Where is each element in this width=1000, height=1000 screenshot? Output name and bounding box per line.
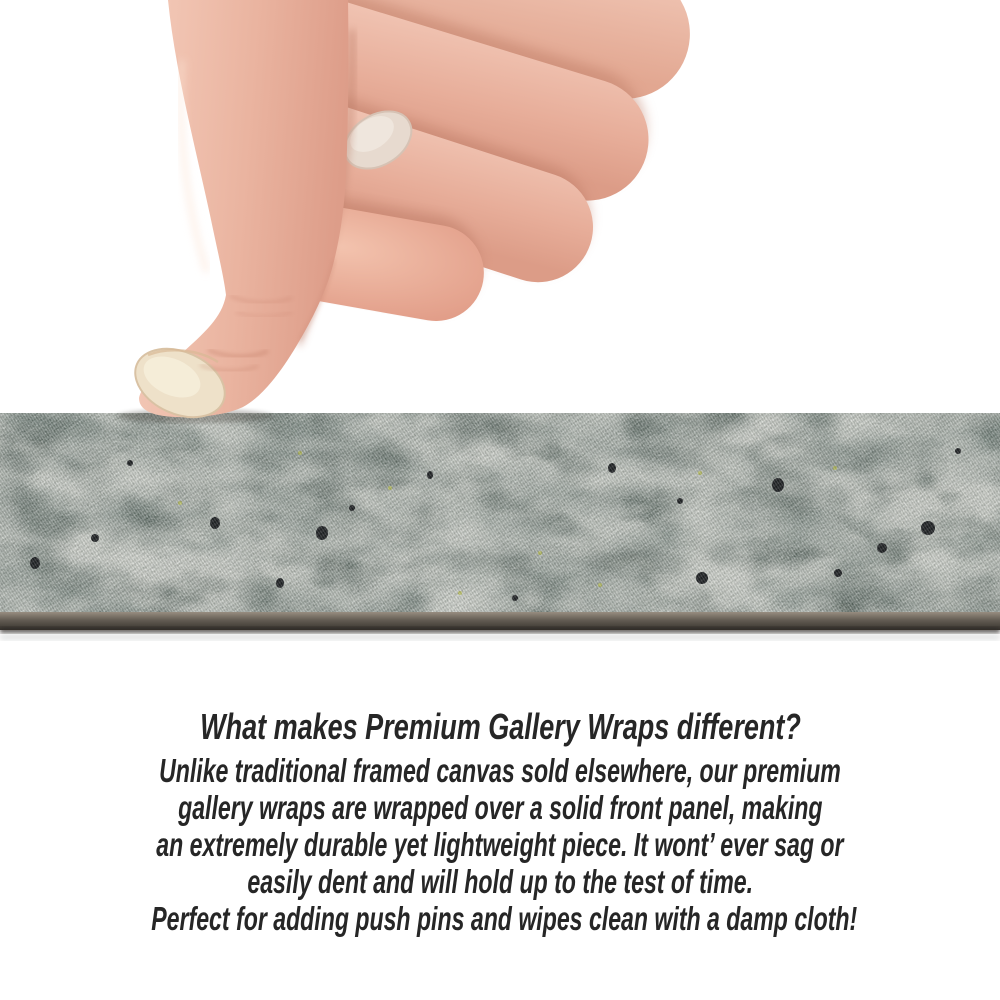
body-text [0,752,1000,937]
curled-fingers [194,0,704,329]
finger-middle [226,0,663,216]
skin-creases [181,60,334,371]
palm-and-thumb [139,0,348,417]
edge-shadow [0,634,1000,640]
body-line-5: Perfect for adding push pins and wipes clean with a damp cloth! [151,900,858,937]
finger-ring [198,70,608,297]
canvas-edge [0,612,1000,640]
finger-knuckle-top [256,0,705,113]
body-line-1: Unlike traditional framed canvas sold elsewhere, our premium [159,752,841,789]
body-line-2: gallery wraps are wrapped over a solid front panel, making [177,789,823,826]
thumb-edge-highlight [181,60,207,272]
canvas-strip-art [0,413,1000,642]
index-finger-nail [334,100,422,181]
hand-photo [0,0,1000,432]
body-line-4: easily dent and will hold up to the test of time. [247,863,753,900]
canvas-strip-photo [0,413,1000,642]
thumb-finger-crease [298,30,352,345]
index-nail-highlight [344,109,401,160]
headline-text: What makes Premium Gallery Wraps different? [199,706,801,747]
body-line-3: an extremely durable yet lightweight piece. It wont’ ever sag or [156,826,844,863]
finger-index-tip [234,192,492,329]
canvas-texture [0,413,1000,613]
headline [0,706,1000,748]
